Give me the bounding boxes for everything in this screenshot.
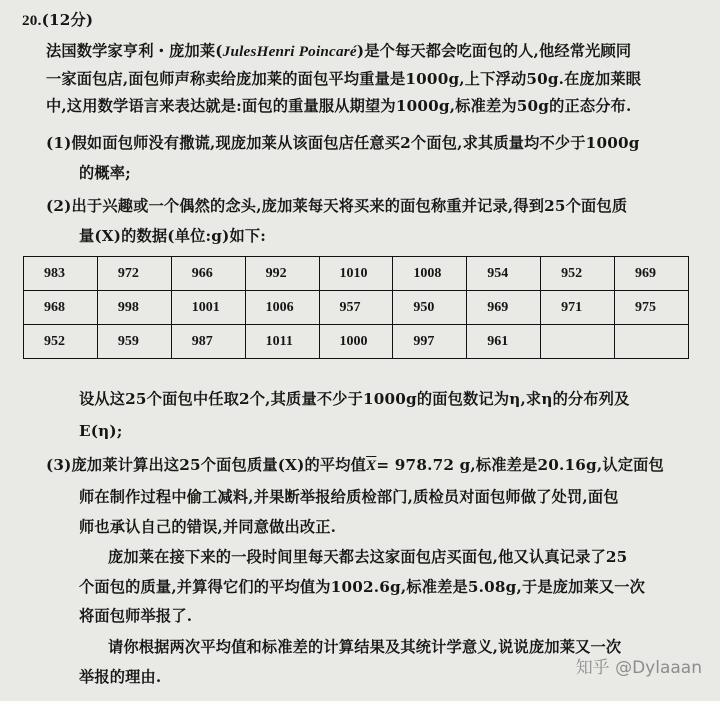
table-cell: 997 bbox=[393, 325, 467, 359]
zhihu-watermark: 知乎 @Dylaaan bbox=[575, 658, 702, 678]
table-cell: 969 bbox=[615, 257, 689, 291]
table-row bbox=[24, 325, 689, 359]
table-cell: 952 bbox=[541, 257, 615, 291]
intro-text: 法国数学家亨利・庞加莱( bbox=[46, 42, 223, 60]
part3-line-3: 师也承认自己的错误,并同意做出改正. bbox=[79, 518, 337, 536]
table-cell: 1008 bbox=[393, 257, 467, 291]
problem-header bbox=[22, 10, 93, 31]
part3-para2-line-1: 庞加莱在接下来的一段时间里每天都去这家面包店买面包,他又认真记录了25 bbox=[108, 548, 628, 566]
table-row bbox=[24, 257, 689, 291]
part1-line-1: (1)假如面包师没有撒谎,现庞加莱从该面包店任意买2个面包,求其质量均不少于1000g bbox=[46, 134, 640, 152]
table-cell: 950 bbox=[393, 291, 467, 325]
poincare-name: JulesHenri Poincaré bbox=[222, 43, 357, 60]
table-cell: 987 bbox=[171, 325, 245, 359]
table-cell: 961 bbox=[467, 325, 541, 359]
table-cell: 966 bbox=[171, 257, 245, 291]
table-cell: 992 bbox=[245, 257, 319, 291]
intro-line-2: 一家面包店,面包师声称卖给庞加莱的面包平均重量是1000g,上下浮动50g.在庞加莱眼 bbox=[46, 70, 642, 88]
part3-para2-line-3: 将面包师举报了. bbox=[79, 607, 193, 625]
part3-para3-line-1: 请你根据两次平均值和标准差的计算结果及其统计学意义,说说庞加莱又一次 bbox=[108, 638, 622, 656]
part3-line-1 bbox=[46, 455, 664, 476]
intro-text: )是个每天都会吃面包的人,他经常光顾同 bbox=[356, 42, 632, 60]
part3-line-2: 师在制作过程中偷工减料,并果断举报给质检部门,质检员对面包师做了处罚,面包 bbox=[79, 488, 619, 506]
table-cell: 954 bbox=[467, 257, 541, 291]
table-cell: 971 bbox=[541, 291, 615, 325]
table-row bbox=[24, 291, 689, 325]
table-cell: 983 bbox=[24, 257, 98, 291]
part2-after-line-2: E(η); bbox=[79, 422, 123, 440]
table-cell: 998 bbox=[97, 291, 171, 325]
table-cell: 952 bbox=[24, 325, 98, 359]
part2-after-line-1: 设从这25个面包中任取2个,其质量不少于1000g的面包数记为η,求η的分布列及 bbox=[79, 390, 630, 408]
table-cell: 1006 bbox=[245, 291, 319, 325]
table-cell: 972 bbox=[97, 257, 171, 291]
table-cell: 969 bbox=[467, 291, 541, 325]
part2-line-1: (2)出于兴趣或一个偶然的念头,庞加莱每天将买来的面包称重并记录,得到25个面包质 bbox=[46, 197, 628, 215]
table-cell: 1011 bbox=[245, 325, 319, 359]
x-bar-symbol: $\overline{X}$ bbox=[366, 457, 377, 474]
problem-points: (12分) bbox=[41, 11, 94, 29]
table-cell: 957 bbox=[319, 291, 393, 325]
part3-text: = 978.72 g,标准差是20.16g,认定面包 bbox=[376, 456, 664, 474]
table-cell: 1001 bbox=[171, 291, 245, 325]
part3-para3-line-2: 举报的理由. bbox=[79, 668, 162, 686]
table-cell: 959 bbox=[97, 325, 171, 359]
table-cell: 975 bbox=[615, 291, 689, 325]
part3-text: (3)庞加莱计算出这25个面包质量(X)的平均值 bbox=[46, 456, 367, 474]
intro-line-3: 中,这用数学语言来表达就是:面包的重量服从期望为1000g,标准差为50g的正态分布. bbox=[46, 97, 632, 115]
intro-line-1 bbox=[46, 41, 631, 62]
table-cell bbox=[541, 325, 615, 359]
table-cell: 968 bbox=[24, 291, 98, 325]
part1-line-2: 的概率; bbox=[79, 164, 131, 182]
table-cell: 1010 bbox=[319, 257, 393, 291]
table-cell: 1000 bbox=[319, 325, 393, 359]
part3-para2-line-2: 个面包的质量,并算得它们的平均值为1002.6g,标准差是5.08g,于是庞加莱又一次 bbox=[79, 578, 646, 596]
problem-number: 20. bbox=[22, 12, 42, 29]
part2-line-2: 量(X)的数据(单位:g)如下: bbox=[79, 227, 267, 245]
table-cell bbox=[615, 325, 689, 359]
bread-weight-table bbox=[23, 256, 689, 359]
